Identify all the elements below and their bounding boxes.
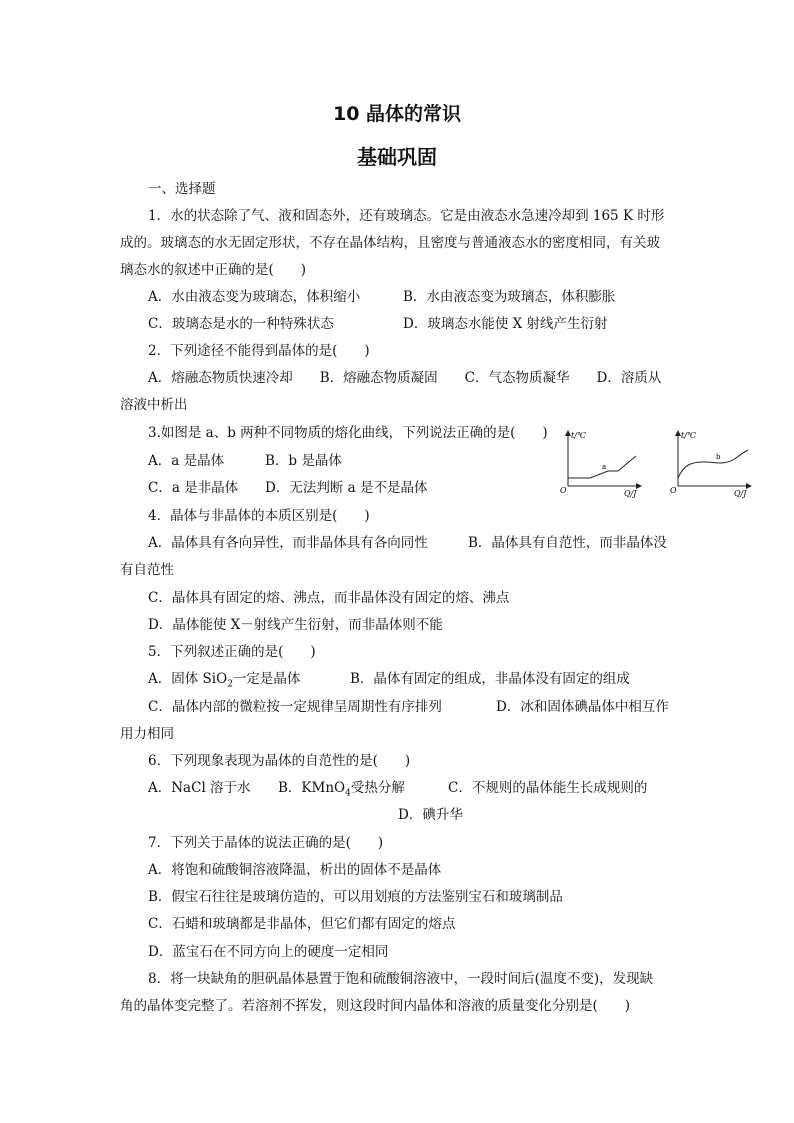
graph-b-origin: O	[670, 486, 677, 495]
curve-a-label: a	[602, 463, 607, 471]
q4-option-a: A．晶体具有各向异性，而非晶体具有各向同性	[148, 535, 428, 551]
q2-options: A．熔融态物质快速冷却 B．熔融态物质凝固 C．气态物质凝华 D．溶质从	[148, 370, 662, 386]
q8-stem-line-2: 角的晶体变完整了。若溶剂不挥发，则这段时间内晶体和溶液的质量变化分别是( )	[120, 998, 631, 1014]
q3-option-b: B．b 是晶体	[265, 453, 342, 469]
melting-curve-b	[666, 426, 766, 500]
page-title: 10 晶体的常识	[332, 103, 462, 125]
q6-option-d: D．碘升华	[398, 807, 463, 823]
q3-option-c: C．a 是非晶体	[148, 480, 239, 496]
q1-stem-line-1: 1．水的状态除了气、液和固态外，还有玻璃态。它是由液态水急速冷却到 165 K 时形	[148, 208, 665, 224]
q1-option-a: A．水由液态变为玻璃态，体积缩小	[148, 289, 361, 305]
curve-b-label: b	[716, 453, 721, 461]
q5-option-a: A．固体 SiO$_2$一定是晶体	[148, 671, 301, 690]
melting-curve-a	[556, 426, 656, 500]
q5-option-d-cont: 用力相同	[120, 726, 174, 742]
q5-option-c: C．晶体内部的微粒按一定规律呈周期性有序排列	[148, 699, 442, 715]
graph-a-ylabel: t/℃	[571, 431, 586, 440]
q5-stem: 5．下列叙述正确的是( )	[148, 644, 316, 660]
q1-option-d: D．玻璃态水能使 X 射线产生衍射	[403, 316, 608, 332]
page-subtitle: 基础巩固	[357, 145, 437, 169]
q6-option-b: B．KMnO$_4$受热分解	[278, 780, 405, 799]
graph-b-xlabel: Q/J	[734, 489, 747, 498]
q1-stem-line-3: 璃态水的叙述中正确的是( )	[120, 262, 307, 278]
q6-stem: 6．下列现象表现为晶体的自范性的是( )	[148, 753, 411, 769]
q4-option-c: C．晶体具有固定的熔、沸点，而非晶体没有固定的熔、沸点	[148, 590, 510, 606]
q6-option-c: C．不规则的晶体能生长成规则的	[448, 780, 648, 796]
q2-stem: 2．下列途径不能得到晶体的是( )	[148, 343, 370, 359]
q3-stem: 3.如图是 a、b 两种不同物质的熔化曲线，下列说法正确的是( )	[148, 425, 548, 441]
q1-option-c: C．玻璃态是水的一种特殊状态	[148, 316, 334, 332]
q3-option-a: A．a 是晶体	[148, 453, 225, 469]
q6-option-a: A．NaCl 溶于水	[148, 780, 251, 796]
q3-option-d: D．无法判断 a 是不是晶体	[265, 480, 428, 496]
q7-option-c: C．石蜡和玻璃都是非晶体，但它们都有固定的熔点	[148, 916, 456, 932]
q7-stem: 7．下列关于晶体的说法正确的是( )	[148, 835, 384, 851]
curve-b	[678, 450, 748, 478]
q7-option-a: A．将饱和硫酸铜溶液降温，析出的固体不是晶体	[148, 862, 442, 878]
graph-a-origin: O	[560, 486, 567, 495]
graph-a-xlabel: Q/J	[624, 489, 637, 498]
q4-stem: 4．晶体与非晶体的本质区别是( )	[148, 508, 370, 524]
q2-options-cont: 溶液中析出	[120, 397, 188, 413]
graph-b-ylabel: t/℃	[681, 431, 696, 440]
q4-option-b-cont: 有自范性	[120, 562, 174, 578]
q1-stem-line-2: 成的。玻璃态的水无固定形状，不存在晶体结构，且密度与普通液态水的密度相同，有关玻	[120, 235, 660, 251]
q7-option-b: B．假宝石往往是玻璃仿造的，可以用划痕的方法鉴别宝石和玻璃制品	[148, 889, 563, 905]
q7-option-d: D．蓝宝石在不同方向上的硬度一定相同	[148, 944, 389, 960]
q1-option-b: B．水由液态变为玻璃态，体积膨胀	[403, 289, 616, 305]
q5-option-b: B．晶体有固定的组成，非晶体没有固定的组成	[350, 671, 630, 687]
q4-option-d: D．晶体能使 X－射线产生衍射，而非晶体则不能	[148, 617, 443, 633]
q8-stem-line-1: 8．将一块缺角的胆矾晶体悬置于饱和硫酸铜溶液中，一段时间后(温度不变)，发现缺	[148, 971, 654, 987]
q4-option-b: B．晶体具有自范性，而非晶体没	[468, 535, 667, 551]
section-heading: 一、选择题	[148, 181, 216, 197]
q5-option-d: D．冰和固体碘晶体中相互作	[496, 699, 669, 715]
